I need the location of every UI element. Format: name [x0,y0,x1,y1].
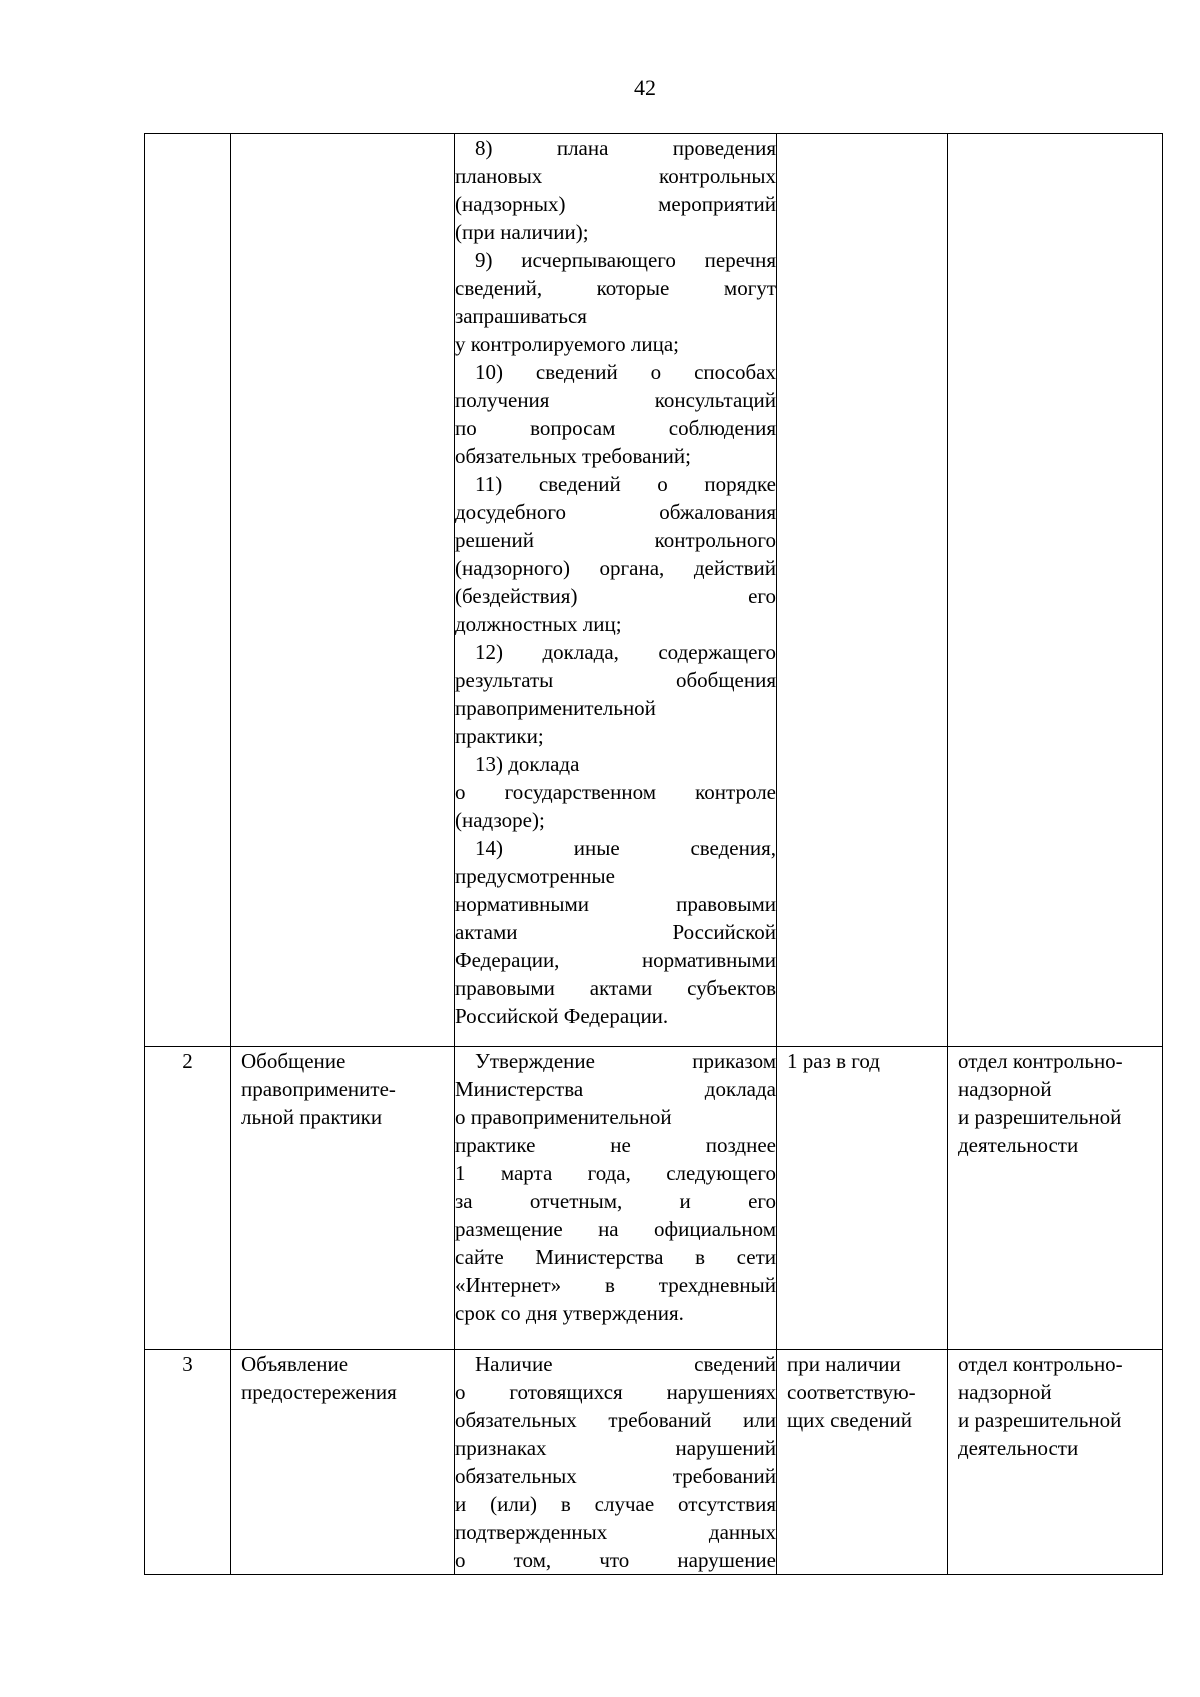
content-line: результаты обобщения [455,668,776,692]
content-line: Утверждение приказом [475,1049,776,1073]
content-line: подтвержденных данных [455,1520,776,1544]
content-line: размещение на официальном [455,1217,776,1241]
activity-content-cell [455,1047,777,1350]
content-line: (бездействия) его [455,584,776,608]
content-line: 10) сведений о способах [475,360,776,384]
period-line: при наличии [787,1352,901,1376]
content-line: предусмотренные [455,864,615,888]
content-line: обязательных требований или [455,1408,776,1432]
content-line: Наличие сведений [475,1352,776,1376]
content-line: 1 марта года, следующего [455,1161,776,1185]
responsible-cell [948,1047,1163,1350]
content-line: сайте Министерства в сети [455,1245,776,1269]
responsible-line: надзорной [958,1077,1052,1101]
content-line: «Интернет» в трехдневный [455,1273,776,1297]
content-line: 13) доклада [475,752,580,776]
content-line: обязательных требований; [455,444,691,468]
row-number-cell [145,1350,231,1575]
content-line: у контролируемого лица; [455,332,680,356]
activity-name-line: предостережения [241,1380,397,1404]
content-line: практике не позднее [455,1133,776,1157]
content-line: (надзоре); [455,808,545,832]
activity-name-cell [231,1047,455,1350]
content-line: 11) сведений о порядке [475,472,776,496]
responsible-line: отдел контрольно- [958,1049,1123,1073]
content-line: 8) плана проведения [475,136,776,160]
activity-name-cell [231,134,455,1047]
content-line: обязательных требований [455,1464,776,1488]
responsible-line: отдел контрольно- [958,1352,1123,1376]
content-line: о правоприменительной [455,1105,672,1129]
content-line: о готовящихся нарушениях [455,1380,776,1404]
content-line: нормативными правовыми [455,892,776,916]
activity-name-line: льной практики [241,1105,383,1129]
content-line: (надзорных) мероприятий [455,192,776,216]
activities-table [144,133,1163,1575]
content-line: (надзорного) органа, действий [455,556,776,580]
content-line: решений контрольного [455,528,776,552]
content-line: и (или) в случае отсутствия [455,1492,776,1516]
content-line: 12) доклада, содержащего [475,640,776,664]
content-line: Министерства доклада [455,1077,776,1101]
responsible-line: и разрешительной [958,1105,1122,1129]
activity-name-line: Объявление [241,1352,349,1376]
content-line: должностных лиц; [455,612,622,636]
content-line: получения консультаций [455,388,776,412]
activity-content-cell [455,1350,777,1575]
period-cell [777,1350,948,1575]
row-number-cell [145,1047,231,1350]
content-line: о государственном контроле [455,780,776,804]
table-row [145,1047,1163,1350]
activity-content-cell [455,134,777,1047]
period-line: щих сведений [787,1408,913,1432]
responsible-line: деятельности [958,1436,1079,1460]
content-line: правовыми актами субъектов [455,976,776,1000]
content-line: сведений, которые могут [455,276,776,300]
period-line: 1 раз в год [787,1049,880,1073]
period-cell [777,1047,948,1350]
content-line: Российской Федерации. [455,1004,669,1028]
period-cell [777,134,948,1047]
content-line: Федерации, нормативными [455,948,776,972]
row-number-cell [145,134,231,1047]
page-number: 42 [634,75,656,100]
content-line: правоприменительной [455,696,656,720]
responsible-cell [948,134,1163,1047]
activity-name-line: правопримените- [241,1077,396,1101]
row-number [145,134,230,162]
content-line: о том, что нарушение [455,1548,776,1572]
table-row [145,1350,1163,1575]
content-line: практики; [455,724,544,748]
activity-name-cell [231,1350,455,1575]
content-line: за отчетным, и его [455,1189,776,1213]
content-line: по вопросам соблюдения [455,416,776,440]
responsible-line: и разрешительной [958,1408,1122,1432]
content-line: досудебного обжалования [455,500,776,524]
content-line: плановых контрольных [455,164,776,188]
row-number: 3 [182,1352,193,1376]
row-number: 2 [182,1049,193,1073]
period-line: соответствую- [787,1380,916,1404]
table-row [145,134,1163,1047]
content-line: 14) иные сведения, [475,836,776,860]
activity-name-line: Обобщение [241,1049,346,1073]
content-line: срок со дня утверждения. [455,1301,684,1325]
content-line: (при наличии); [455,220,589,244]
responsible-cell [948,1350,1163,1575]
responsible-line: деятельности [958,1133,1079,1157]
content-line: признаках нарушений [455,1436,776,1460]
responsible-line: надзорной [958,1380,1052,1404]
content-line: запрашиваться [455,304,587,328]
content-line: актами Российской [455,920,776,944]
content-line: 9) исчерпывающего перечня [475,248,776,272]
